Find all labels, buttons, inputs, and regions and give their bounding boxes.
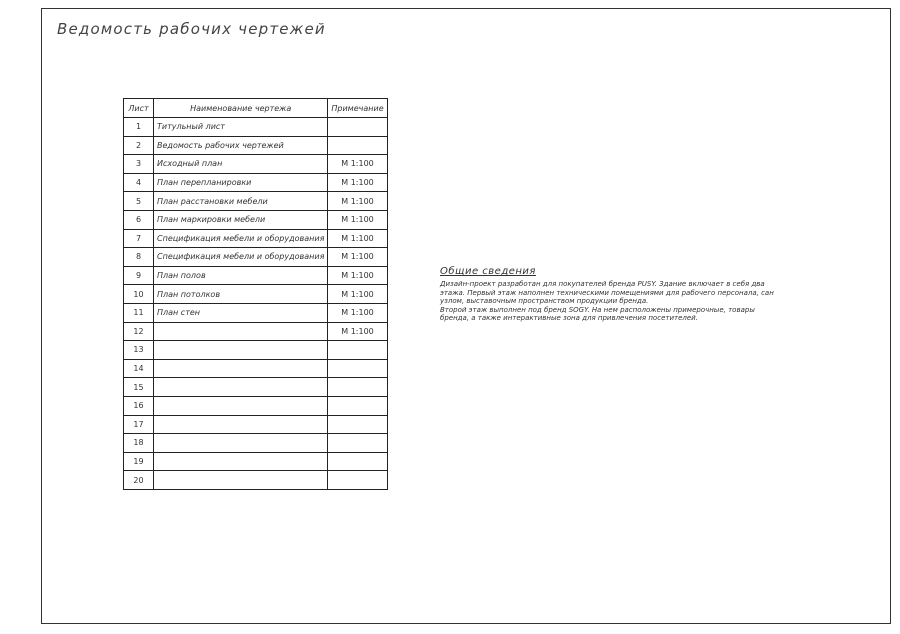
sheet-number: 8	[124, 248, 154, 267]
table-row	[124, 248, 388, 267]
drawing-note: М 1:100	[328, 173, 387, 192]
table-row	[124, 155, 388, 174]
drawing-name: Исходный план	[154, 155, 328, 174]
page-title: Ведомость рабочих чертежей	[57, 20, 326, 38]
sheet-number: 3	[124, 155, 154, 174]
general-info	[440, 266, 845, 323]
drawing-note: М 1:100	[328, 248, 387, 267]
table-row	[124, 378, 388, 397]
table-row	[124, 192, 388, 211]
sheet-number: 11	[124, 303, 154, 322]
drawing-note	[328, 434, 387, 453]
sheet-number: 17	[124, 415, 154, 434]
drawing-note: М 1:100	[328, 155, 387, 174]
drawing-note	[328, 136, 387, 155]
table-row	[124, 434, 388, 453]
header-note: Примечание	[328, 99, 387, 118]
info-line: Дизайн-проект разработан для покупателей бренда PUSY. Здание включает в себя два	[440, 280, 765, 288]
table-row	[124, 303, 388, 322]
drawing-note: М 1:100	[328, 285, 387, 304]
table-row	[124, 266, 388, 285]
sheet-number: 12	[124, 322, 154, 341]
drawing-name	[154, 359, 328, 378]
table-row	[124, 471, 388, 490]
table-row	[124, 415, 388, 434]
table-row	[124, 136, 388, 155]
sheet-number: 5	[124, 192, 154, 211]
table-row	[124, 173, 388, 192]
info-line: этажа. Первый этаж наполнен техническими помещениями для рабочего персонала, сан	[440, 288, 774, 297]
drawing-name: План перепланировки	[154, 173, 328, 192]
table-row	[124, 118, 388, 137]
table-row	[124, 285, 388, 304]
general-info-heading: Общие сведения	[440, 266, 536, 277]
drawing-note	[328, 452, 387, 471]
header-drawing-name: Наименование чертежа	[154, 99, 328, 118]
sheet-number: 1	[124, 118, 154, 137]
drawing-name: План маркировки мебели	[154, 210, 328, 229]
header-sheet: Лист	[124, 99, 154, 118]
drawing-note: М 1:100	[328, 229, 387, 248]
table-row	[124, 452, 388, 471]
sheet-number: 10	[124, 285, 154, 304]
sheet-number: 20	[124, 471, 154, 490]
drawing-note	[328, 118, 387, 137]
table-header-row	[124, 99, 388, 118]
drawing-name: Ведомость рабочих чертежей	[154, 136, 328, 155]
sheet-number: 2	[124, 136, 154, 155]
info-line: узлом, выставочным пространством продукции бренда.	[440, 297, 649, 305]
sheet-number: 14	[124, 359, 154, 378]
drawing-name: Спецификация мебели и оборудования	[154, 248, 328, 267]
sheet-number: 4	[124, 173, 154, 192]
drawing-note	[328, 471, 387, 490]
table-row	[124, 322, 388, 341]
drawing-name	[154, 434, 328, 453]
drawing-note: М 1:100	[328, 303, 387, 322]
sheet-number: 13	[124, 341, 154, 360]
drawing-name: Спецификация мебели и оборудования	[154, 229, 328, 248]
drawing-note	[328, 359, 387, 378]
info-line: бренда, а также интерактивные зона для привлечения посетителей.	[440, 314, 698, 322]
drawing-note: М 1:100	[328, 322, 387, 341]
sheet-number: 16	[124, 396, 154, 415]
drawing-name	[154, 415, 328, 434]
table-row	[124, 229, 388, 248]
info-line: Второй этаж выполнен под бренд SOGY. На нем расположены примерочные, товары	[440, 305, 755, 314]
drawing-name: План расстановки мебели	[154, 192, 328, 211]
table-row	[124, 396, 388, 415]
drawings-list-table	[123, 98, 388, 490]
drawing-note	[328, 396, 387, 415]
table-row	[124, 210, 388, 229]
drawing-name: План стен	[154, 303, 328, 322]
drawing-name	[154, 452, 328, 471]
drawing-name	[154, 471, 328, 490]
drawing-name	[154, 322, 328, 341]
drawing-name: План полов	[154, 266, 328, 285]
drawing-note: М 1:100	[328, 266, 387, 285]
drawing-name	[154, 396, 328, 415]
sheet-number: 15	[124, 378, 154, 397]
drawing-name	[154, 378, 328, 397]
sheet-number: 6	[124, 210, 154, 229]
sheet-number: 19	[124, 452, 154, 471]
sheet-number: 7	[124, 229, 154, 248]
sheet-number: 18	[124, 434, 154, 453]
table-row	[124, 359, 388, 378]
table-row	[124, 341, 388, 360]
drawing-note: М 1:100	[328, 192, 387, 211]
drawing-note	[328, 415, 387, 434]
sheet-number: 9	[124, 266, 154, 285]
drawing-note	[328, 378, 387, 397]
drawing-note: М 1:100	[328, 210, 387, 229]
drawing-name: План потолков	[154, 285, 328, 304]
drawing-note	[328, 341, 387, 360]
drawing-name	[154, 341, 328, 360]
general-info-text	[440, 280, 845, 323]
drawing-name: Титульный лист	[154, 118, 328, 137]
